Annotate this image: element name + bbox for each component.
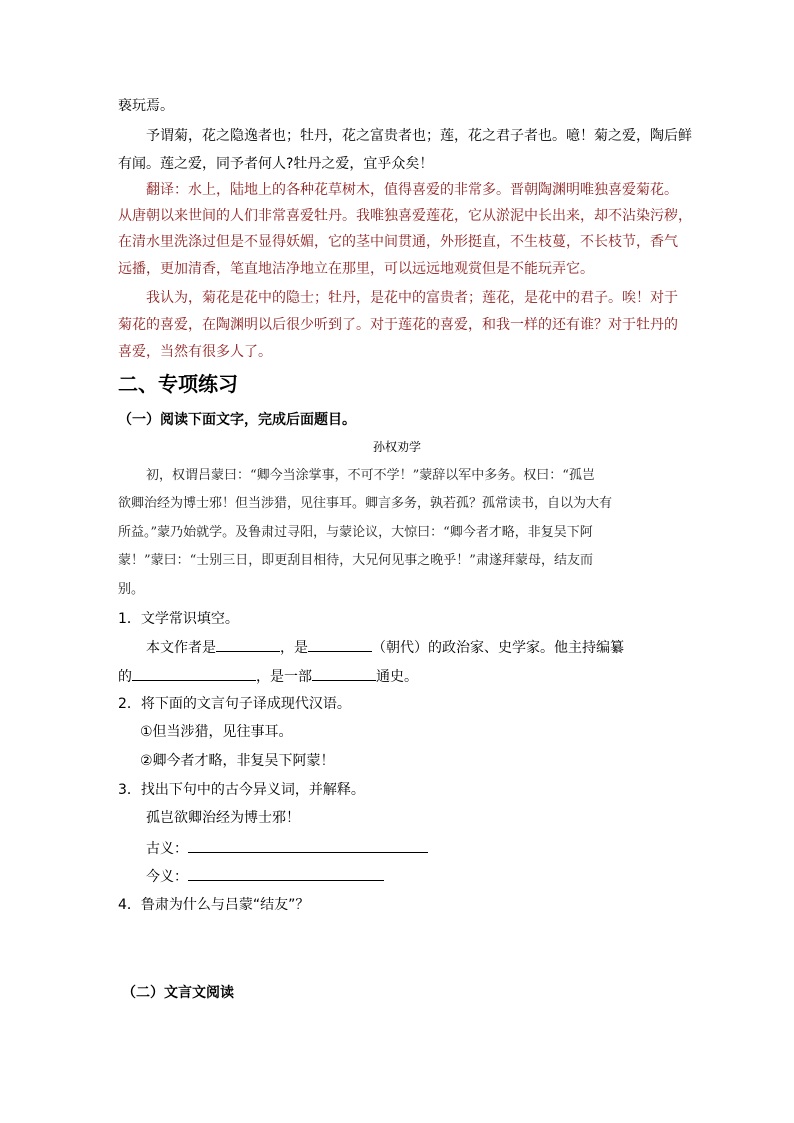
question-2-item: ①但当涉猎，见往事耳。	[140, 724, 293, 740]
question-1-fill-line	[118, 666, 418, 687]
question-text: 的	[118, 669, 132, 685]
passage-line: 予谓菊，花之隐逸者也；牡丹，花之富贵者也；莲，花之君子者也。噫！菊之爱，陶后鲜	[146, 128, 692, 144]
classical-text-line: 欲卿治经为博士邪！但当涉猎，见往事耳。卿言多务，孰若孤？孤常读书，自以为大有	[118, 496, 613, 511]
question-text: ，是	[280, 640, 308, 656]
text-title: 孙权劝学	[372, 440, 421, 454]
answer-blank[interactable]	[188, 866, 384, 881]
question-text: 通史。	[376, 669, 418, 685]
question-2-item: ②卿今者才略，非复吴下阿蒙！	[140, 753, 335, 769]
answer-blank[interactable]	[188, 838, 428, 853]
translation-line: 从唐朝以来世间的人们非常喜爱牡丹。我唯独喜爱莲花，它从淤泥中长出来，却不沾染污秽，	[118, 208, 692, 224]
passage-line: 亵玩焉。	[118, 98, 174, 114]
passage-line: 有闻。莲之爱，同予者何人?牡丹之爱，宜乎众矣！	[118, 156, 434, 172]
translation-line: 喜爱，当然有很多人了。	[118, 344, 272, 360]
answer-blank[interactable]	[312, 666, 376, 681]
question-text: （朝代）的政治家、史学家。他主持编纂	[372, 640, 624, 656]
answer-blank[interactable]	[308, 637, 372, 652]
part2-heading: （二）文言文阅读	[122, 985, 234, 1001]
question-text: ，是一部	[256, 669, 312, 685]
question-1-fill-line	[146, 637, 624, 658]
classical-text-line: 蒙！”蒙曰：“士别三日，即更刮目相待，大兄何见事之晚乎！”肃遂拜蒙母，结友而	[118, 553, 593, 568]
question-3-sentence: 孤岂欲卿治经为博士邪！	[146, 810, 300, 826]
question-text: 本文作者是	[146, 640, 216, 656]
question-1: 1．文学常识填空。	[118, 611, 239, 627]
question-3-gu-line	[146, 838, 428, 859]
classical-text-line: 所益。”蒙乃始就学。及鲁肃过寻阳，与蒙论议，大惊曰：“卿今者才略，非复吴下阿	[118, 525, 593, 540]
answer-blank[interactable]	[216, 637, 280, 652]
question-3-jin-line	[146, 866, 384, 887]
translation-line: 远播，更加清香，笔直地洁净地立在那里，可以远远地观赏但是不能玩弄它。	[118, 261, 594, 277]
translation-line: 在清水里洗涤过但是不显得妖媚，它的茎中间贯通，外形挺直，不生枝蔓，不长枝节，香气	[118, 234, 678, 250]
question-2: 2．将下面的文言句子译成现代汉语。	[118, 696, 351, 712]
classical-text-line: 别。	[118, 582, 145, 597]
part1-heading: （一）阅读下面文字，完成后面题目。	[118, 412, 356, 428]
classical-text-line: 初，权谓吕蒙曰：“卿今当涂掌事，不可不学！”蒙辞以军中多务。权曰：“孤岂	[146, 468, 595, 483]
answer-blank[interactable]	[132, 666, 256, 681]
translation-line: 翻译：水上，陆地上的各种花草树木，值得喜爱的非常多。晋朝陶渊明唯独喜爱菊花。	[146, 182, 678, 198]
translation-line: 我认为，菊花是花中的隐士；牡丹，是花中的富贵者；莲花，是花中的君子。唉！对于	[146, 290, 678, 306]
section-title: 二、专项练习	[118, 372, 238, 396]
label-gu: 古义：	[146, 841, 188, 857]
question-3: 3．找出下句中的古今异义词，并解释。	[118, 782, 365, 798]
question-4: 4．鲁肃为什么与吕蒙“结友”？	[118, 897, 310, 913]
translation-line: 菊花的喜爱，在陶渊明以后很少听到了。对于莲花的喜爱，和我一样的还有谁？对于牡丹的	[118, 317, 678, 333]
label-jin: 今义：	[146, 869, 188, 885]
